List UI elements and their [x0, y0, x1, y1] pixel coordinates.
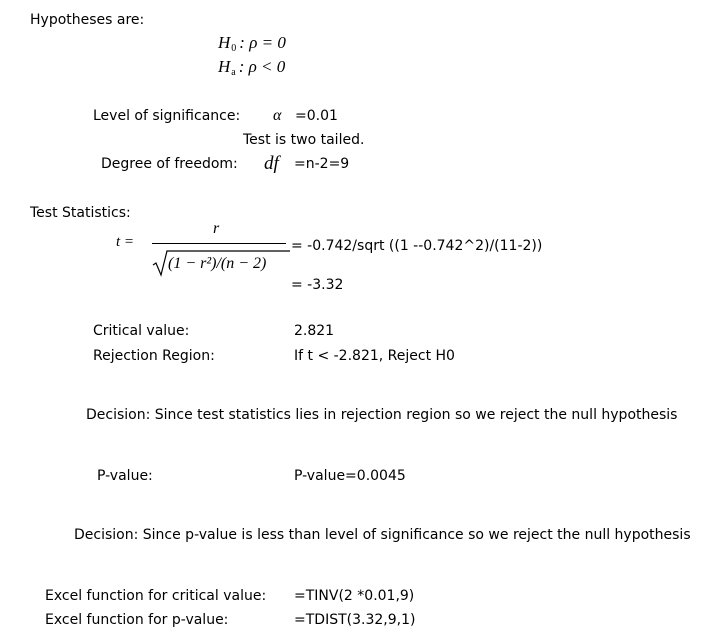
alternative-hypothesis-subscript: a [231, 67, 236, 78]
null-hypothesis [218, 34, 286, 54]
alternative-hypothesis-symbol: H [218, 57, 231, 76]
null-hypothesis-symbol: H [218, 33, 231, 52]
decision-critical: Decision: Since test statistics lies in rejection region so we reject the null hypothesis [86, 407, 678, 423]
rejection-region-value: If t < -2.821, Reject H0 [294, 348, 455, 364]
tail-note: Test is two tailed. [243, 132, 365, 148]
critical-value: 2.821 [294, 323, 335, 339]
critical-value-label: Critical value: [93, 323, 190, 339]
excel-critical-formula: =TINV(2 *0.01,9) [294, 588, 415, 604]
hypotheses-heading: Hypotheses are: [30, 12, 145, 28]
excel-p-value-label: Excel function for p-value: [45, 612, 229, 628]
dof-symbol: df [264, 153, 279, 174]
null-hypothesis-relation: : ρ = 0 [239, 33, 286, 52]
decision-p-value: Decision: Since p-value is less than level of significance so we reject the null hypothesis [74, 527, 691, 543]
significance-value: =0.01 [295, 108, 338, 124]
significance-label: Level of significance: [93, 108, 241, 124]
fraction-bar [152, 243, 286, 244]
test-stat-heading: Test Statistics: [30, 205, 131, 221]
test-stat-computation: = -0.742/sqrt ((1 --0.742^2)/(11-2)) [291, 238, 543, 254]
alternative-hypothesis-relation: : ρ < 0 [238, 57, 286, 76]
excel-p-value-formula: =TDIST(3.32,9,1) [294, 612, 416, 628]
formula-numerator: r [213, 220, 220, 237]
p-value-label: P-value: [97, 468, 153, 484]
alternative-hypothesis [218, 58, 285, 78]
rejection-region-label: Rejection Region: [93, 348, 215, 364]
null-hypothesis-subscript: 0 [231, 43, 237, 54]
test-stat-result: = -3.32 [291, 277, 344, 293]
dof-value: =n-2=9 [294, 156, 350, 172]
formula-denominator: (1 − r²)/(n − 2) [168, 255, 267, 272]
formula-lhs: t = [116, 234, 135, 250]
alpha-symbol: α [273, 107, 282, 124]
dof-label: Degree of freedom: [101, 156, 238, 172]
p-value: P-value=0.0045 [294, 468, 406, 484]
excel-critical-label: Excel function for critical value: [45, 588, 267, 604]
